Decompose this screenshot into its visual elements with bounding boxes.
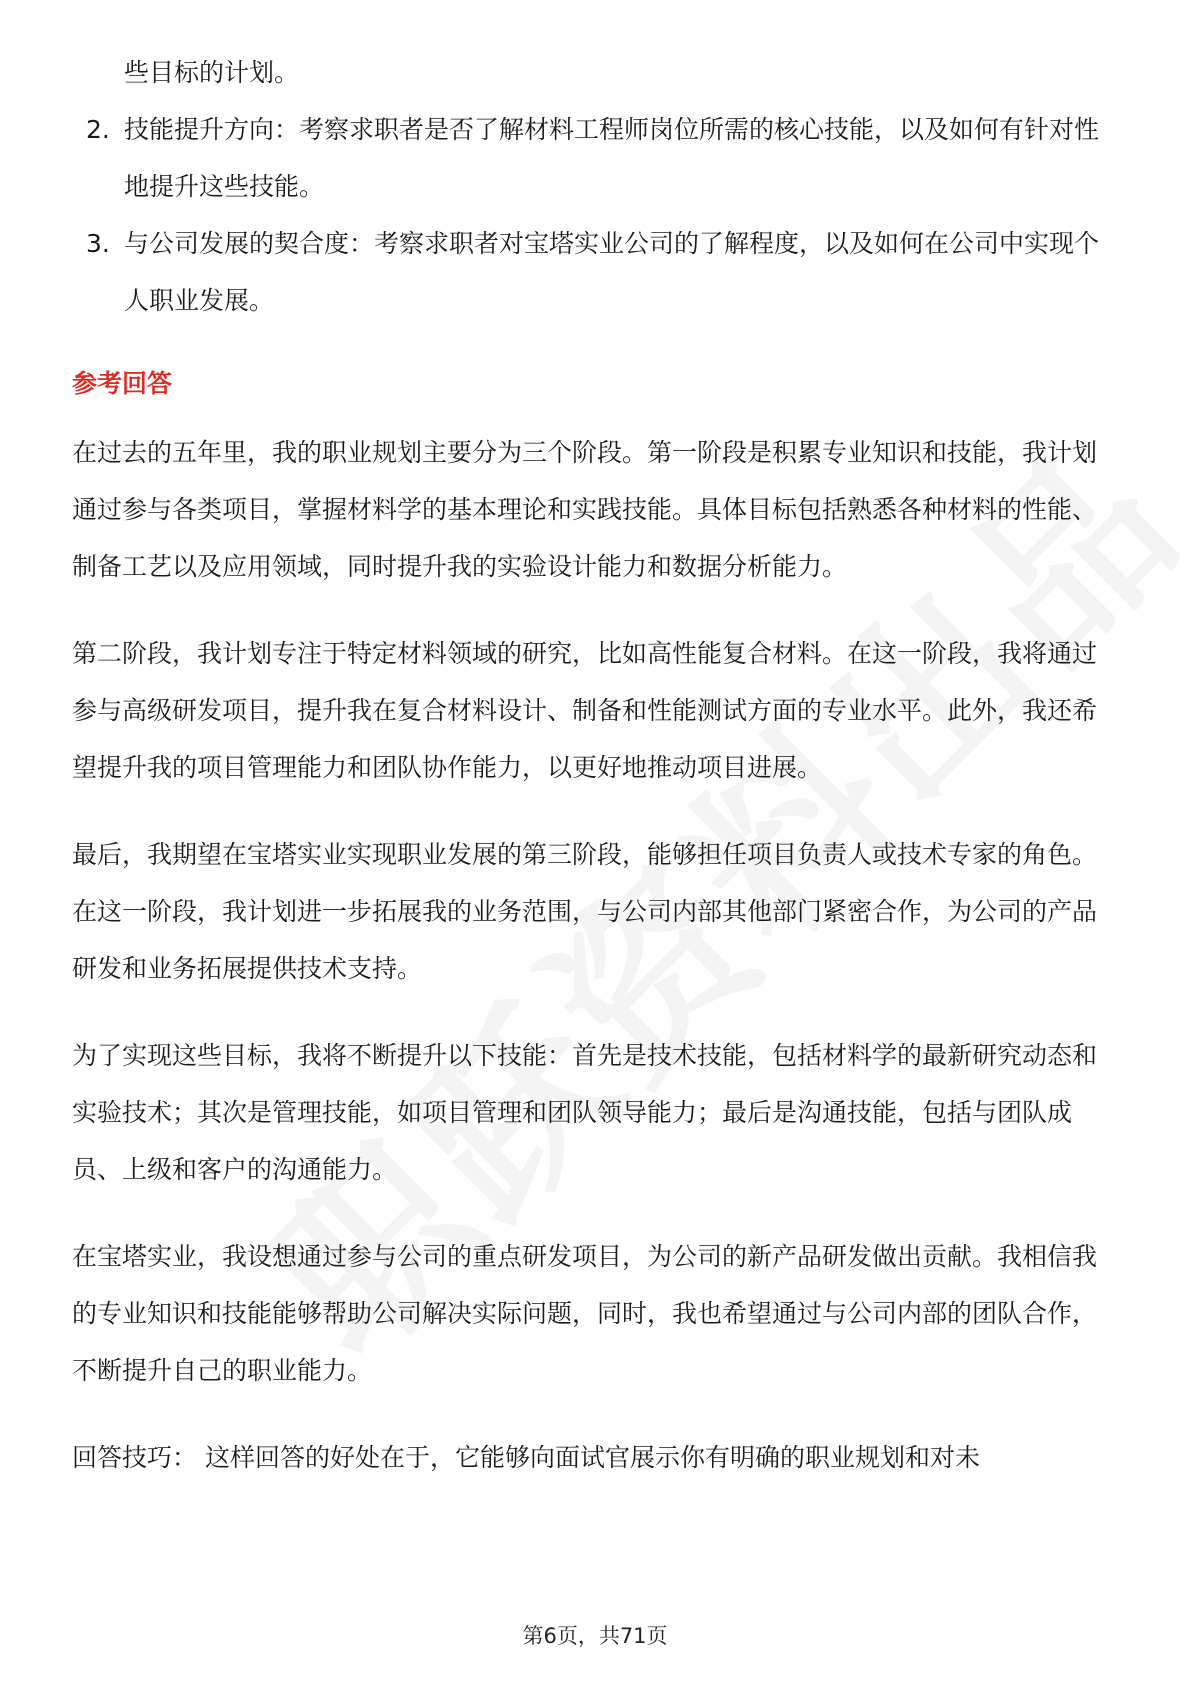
answer-paragraph: 在宝塔实业，我设想通过参与公司的重点研发项目，为公司的新产品研发做出贡献。我相信我的专业知识和技能能够帮助公司解决实际问题，同时，我也希望通过与公司内部的团队合作，不断提升自己的职业能力。 <box>72 1242 1098 1385</box>
answer-paragraph: 在过去的五年里，我的职业规划主要分为三个阶段。第一阶段是积累专业知识和技能，我计划通过参与各类项目，掌握材料学的基本理论和实践技能。具体目标包括熟悉各种材料的性能、制备工艺以及应用领域，同时提升我的实验设计能力和数据分析能力。 <box>72 438 1098 581</box>
answer-tip-paragraph: 回答技巧： 这样回答的好处在于，它能够向面试官展示你有明确的职业规划和对未 <box>72 1443 980 1472</box>
page-footer: 第6页，共71页 <box>522 1624 668 1648</box>
document-body <box>72 44 1118 1486</box>
answer-paragraph: 为了实现这些目标，我将不断提升以下技能：首先是技术技能，包括材料学的最新研究动态和实验技术；其次是管理技能，如项目管理和团队领导能力；最后是沟通技能，包括与团队成员、上级和客户的沟通能力。 <box>72 1041 1098 1184</box>
list-item-continuation: 些目标的计划。 <box>124 58 300 87</box>
answer-paragraph: 第二阶段，我计划专注于特定材料领域的研究，比如高性能复合材料。在这一阶段，我将通过参与高级研发项目，提升我在复合材料设计、制备和性能测试方面的专业水平。此外，我还希望提升我的项目管理能力和团队协作能力，以更好地推动项目进展。 <box>72 639 1098 782</box>
list-number: 2. <box>86 115 110 144</box>
list-item-text: 技能提升方向：考察求职者是否了解材料工程师岗位所需的核心技能，以及如何有针对性地提升这些技能。 <box>124 115 1100 201</box>
list-item-text: 与公司发展的契合度：考察求职者对宝塔实业公司的了解程度，以及如何在公司中实现个人职业发展。 <box>124 229 1100 315</box>
section-title: 参考回答 <box>72 369 173 398</box>
list-item <box>72 101 1118 215</box>
list-item <box>72 215 1118 329</box>
list-number: 3. <box>86 229 110 258</box>
criteria-list <box>72 101 1118 329</box>
answer-paragraph: 最后，我期望在宝塔实业实现职业发展的第三阶段，能够担任项目负责人或技术专家的角色。在这一阶段，我计划进一步拓展我的业务范围，与公司内部其他部门紧密合作，为公司的产品研发和业务拓展提供技术支持。 <box>72 840 1098 983</box>
